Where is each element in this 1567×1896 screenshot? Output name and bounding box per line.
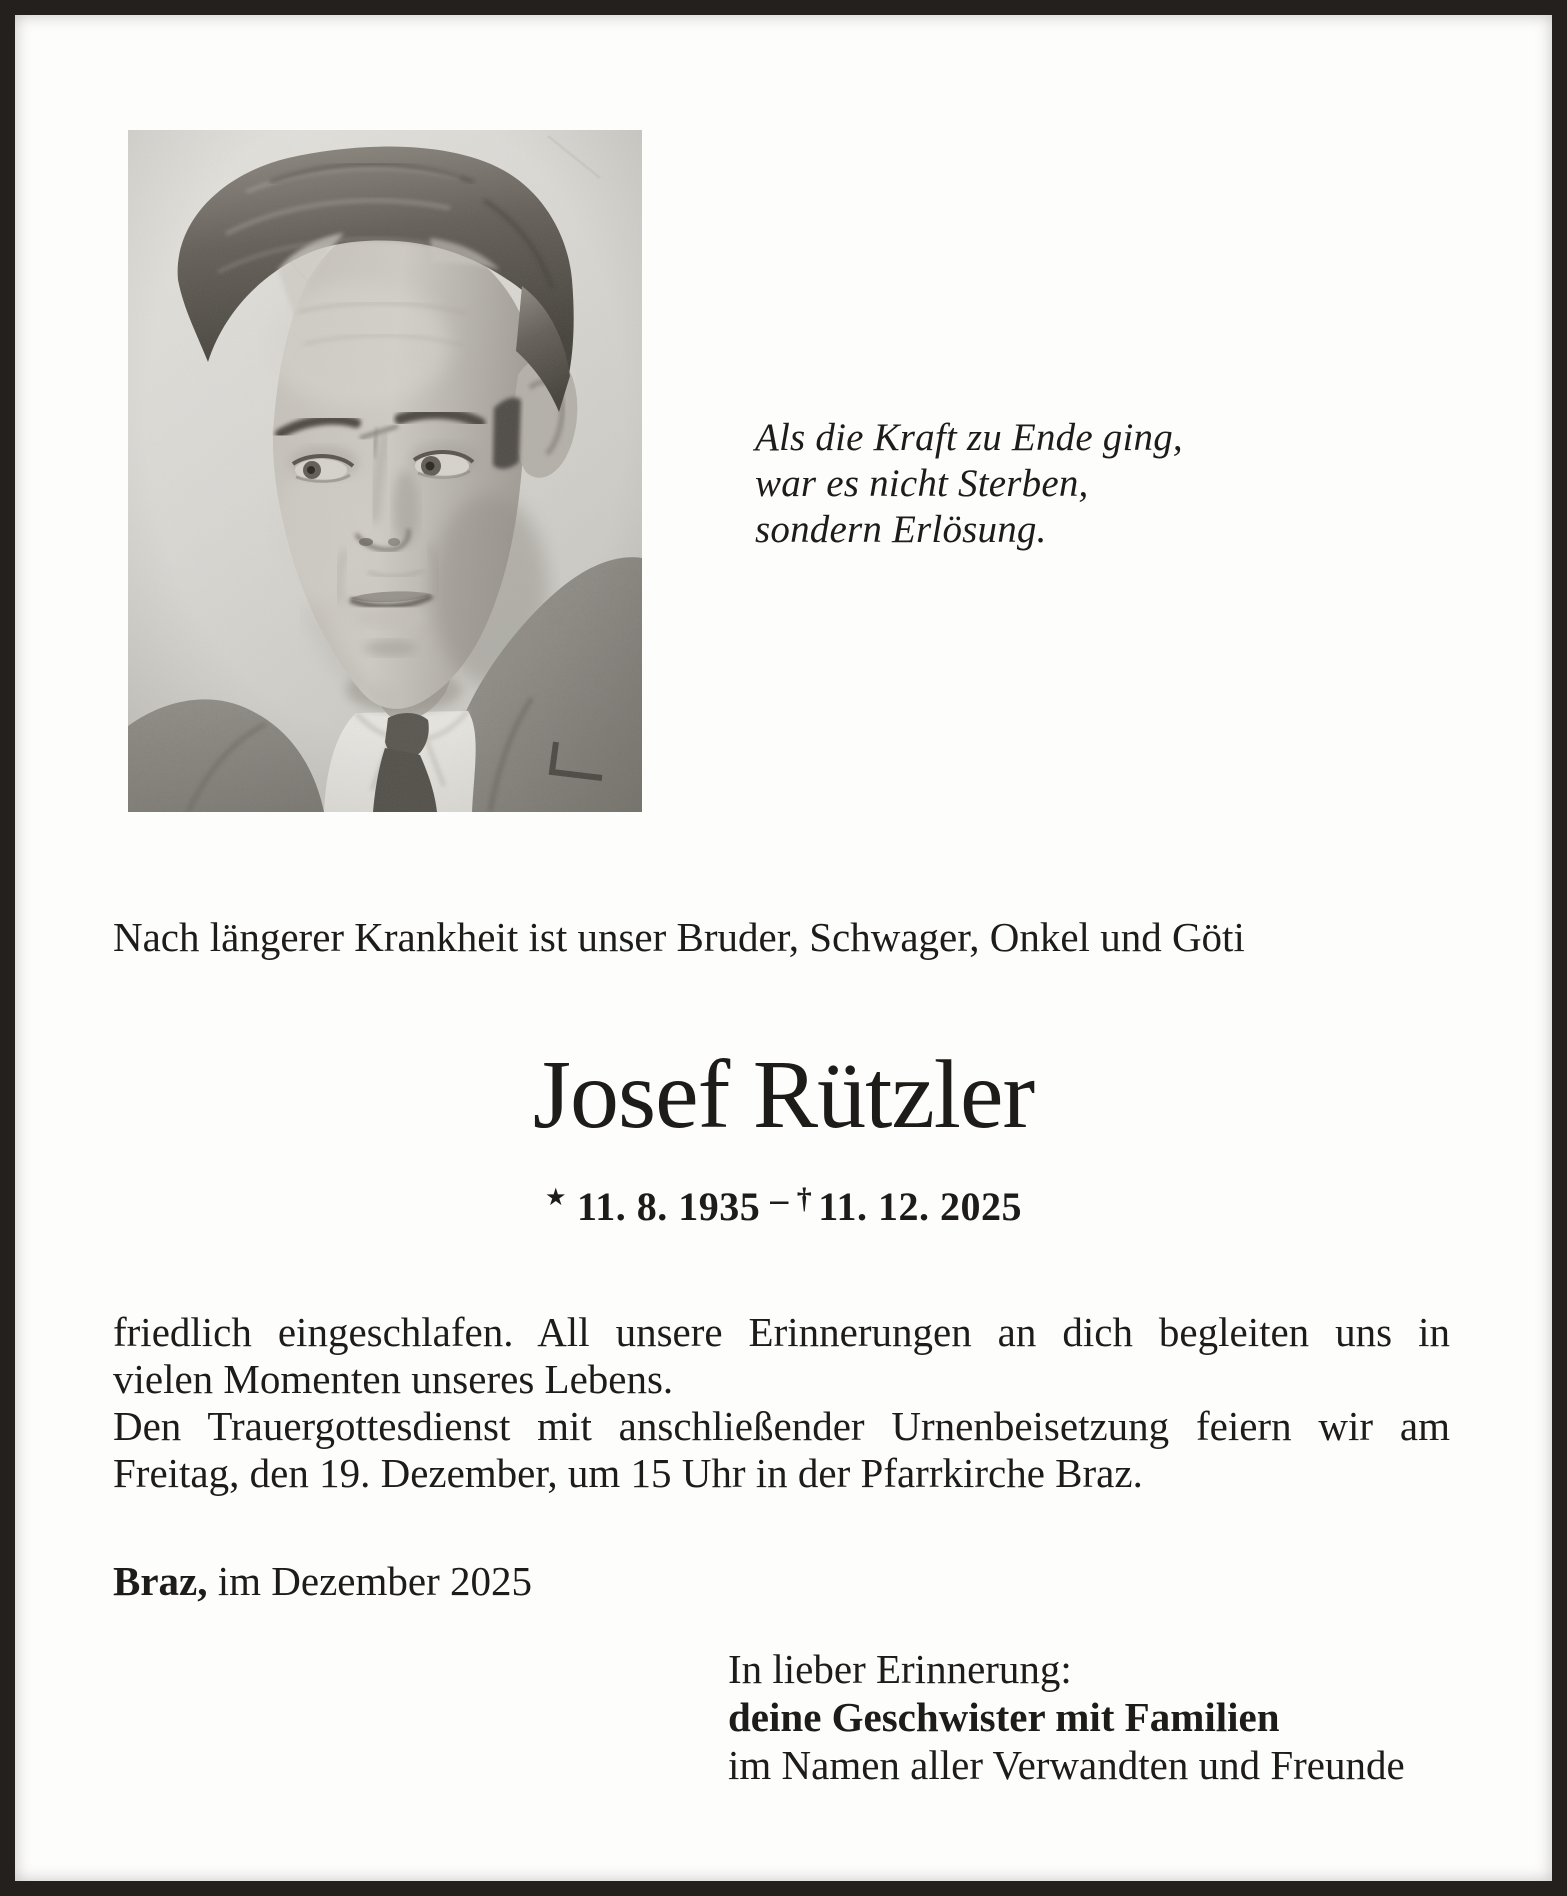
announcement-text xyxy=(113,1309,1450,1497)
birth-star-icon: ★ xyxy=(544,1183,567,1211)
portrait-photo xyxy=(128,130,642,812)
announcement-line: vielen Momenten unseres Lebens. xyxy=(113,1356,674,1402)
closing-intro: In lieber Erinnerung: xyxy=(728,1646,1072,1692)
life-dates xyxy=(15,1179,1552,1230)
quote-line: sondern Erlösung. xyxy=(755,508,1047,551)
memorial-quote xyxy=(755,415,1183,553)
quote-line: Als die Kraft zu Ende ging, xyxy=(755,416,1183,459)
closing-family: deine Geschwister mit Familien xyxy=(728,1694,1280,1740)
portrait-photo-graphic xyxy=(128,130,642,812)
card-content xyxy=(15,15,1552,1881)
deceased-name: Josef Rützler xyxy=(532,1041,1035,1149)
death-date: 11. 12. 2025 xyxy=(818,1184,1023,1229)
announcement-line: friedlich eingeschlafen. All unsere Erinnerungen an dich begleiten uns in xyxy=(113,1309,1450,1355)
intro-text: Nach längerer Krankheit ist unser Bruder, Schwager, Onkel und Göti xyxy=(113,914,1245,960)
closing-block xyxy=(728,1645,1405,1789)
announcement-line: Den Trauergottesdienst mit anschließender Urnenbeisetzung feiern wir am xyxy=(113,1403,1450,1449)
date-text: im Dezember 2025 xyxy=(207,1558,532,1604)
closing-addendum: im Namen aller Verwandten und Freunde xyxy=(728,1742,1405,1788)
birth-date: 11. 8. 1935 xyxy=(576,1184,761,1229)
death-cross-icon: † xyxy=(796,1182,813,1215)
dates-separator: – xyxy=(770,1179,789,1219)
place-name: Braz, xyxy=(113,1558,208,1604)
announcement-line: Freitag, den 19. Dezember, um 15 Uhr in der Pfarrkirche Braz. xyxy=(113,1450,1143,1496)
place-and-date xyxy=(113,1557,532,1605)
quote-line: war es nicht Sterben, xyxy=(755,462,1089,505)
